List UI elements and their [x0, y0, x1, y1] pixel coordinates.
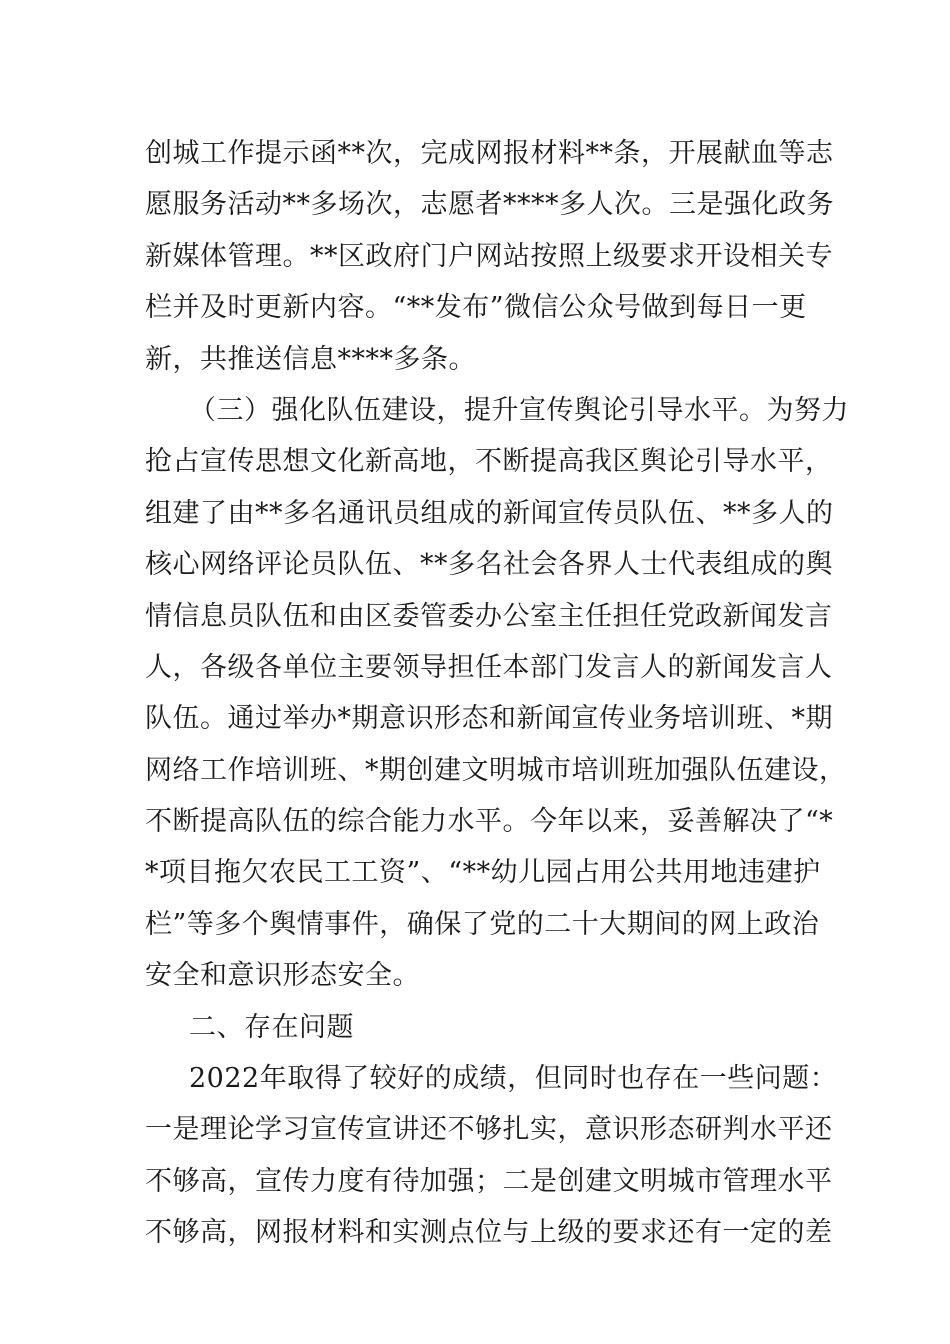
- text-line: 不够高，网报材料和实测点位与上级的要求还有一定的差: [145, 1217, 833, 1249]
- paragraph-start-line: 2022年取得了较好的成绩，但同时也存在一些问题：: [189, 1063, 838, 1095]
- text-line: 栏”等多个舆情事件，确保了党的二十大期间的网上政治: [145, 908, 820, 940]
- text-line: 队伍。通过举办*期意识形态和新闻宣传业务培训班、*期: [145, 703, 833, 735]
- text-line: 栏并及时更新内容。“**发布”微信公众号做到每日一更: [145, 292, 807, 324]
- text-line: *项目拖欠农民工工资”、“**幼儿园占用公共用地违建护: [145, 857, 821, 889]
- text-line: 网络工作培训班、*期创建文明城市培训班加强队伍建设，: [145, 754, 847, 786]
- section-heading-line: （三）强化队伍建设，提升宣传舆论引导水平。为努力: [189, 394, 849, 426]
- text-line: 抢占宣传思想文化新高地，不断提高我区舆论引导水平，: [145, 446, 833, 478]
- text-line: 一是理论学习宣传宣讲还不够扎实，意识形态研判水平还: [145, 1114, 833, 1146]
- document-body: [145, 128, 849, 1259]
- text-line: 安全和意识形态安全。: [145, 960, 420, 992]
- text-line: 愿服务活动**多场次，志愿者****多人次。三是强化政务: [145, 189, 834, 221]
- text-line: 情信息员队伍和由区委管委办公室主任担任党政新闻发言: [145, 600, 833, 632]
- text-line: 核心网络评论员队伍、**多名社会各界人士代表组成的舆: [145, 549, 833, 581]
- text-line: 不够高，宣传力度有待加强；二是创建文明城市管理水平: [145, 1165, 833, 1197]
- section-heading: 二、存在问题: [189, 1011, 354, 1043]
- text-line: 人，各级各单位主要领导担任本部门发言人的新闻发言人: [145, 651, 833, 683]
- text-line: 新媒体管理。**区政府门户网站按照上级要求开设相关专: [145, 240, 833, 272]
- text-line: 不断提高队伍的综合能力水平。今年以来，妥善解决了“*: [145, 806, 834, 838]
- text-line: 组建了由**多名通讯员组成的新闻宣传员队伍、**多人的: [145, 497, 834, 529]
- text-line: 创城工作提示函**次，完成网报材料**条，开展献血等志: [145, 138, 834, 169]
- text-line: 新，共推送信息****多条。: [145, 343, 476, 375]
